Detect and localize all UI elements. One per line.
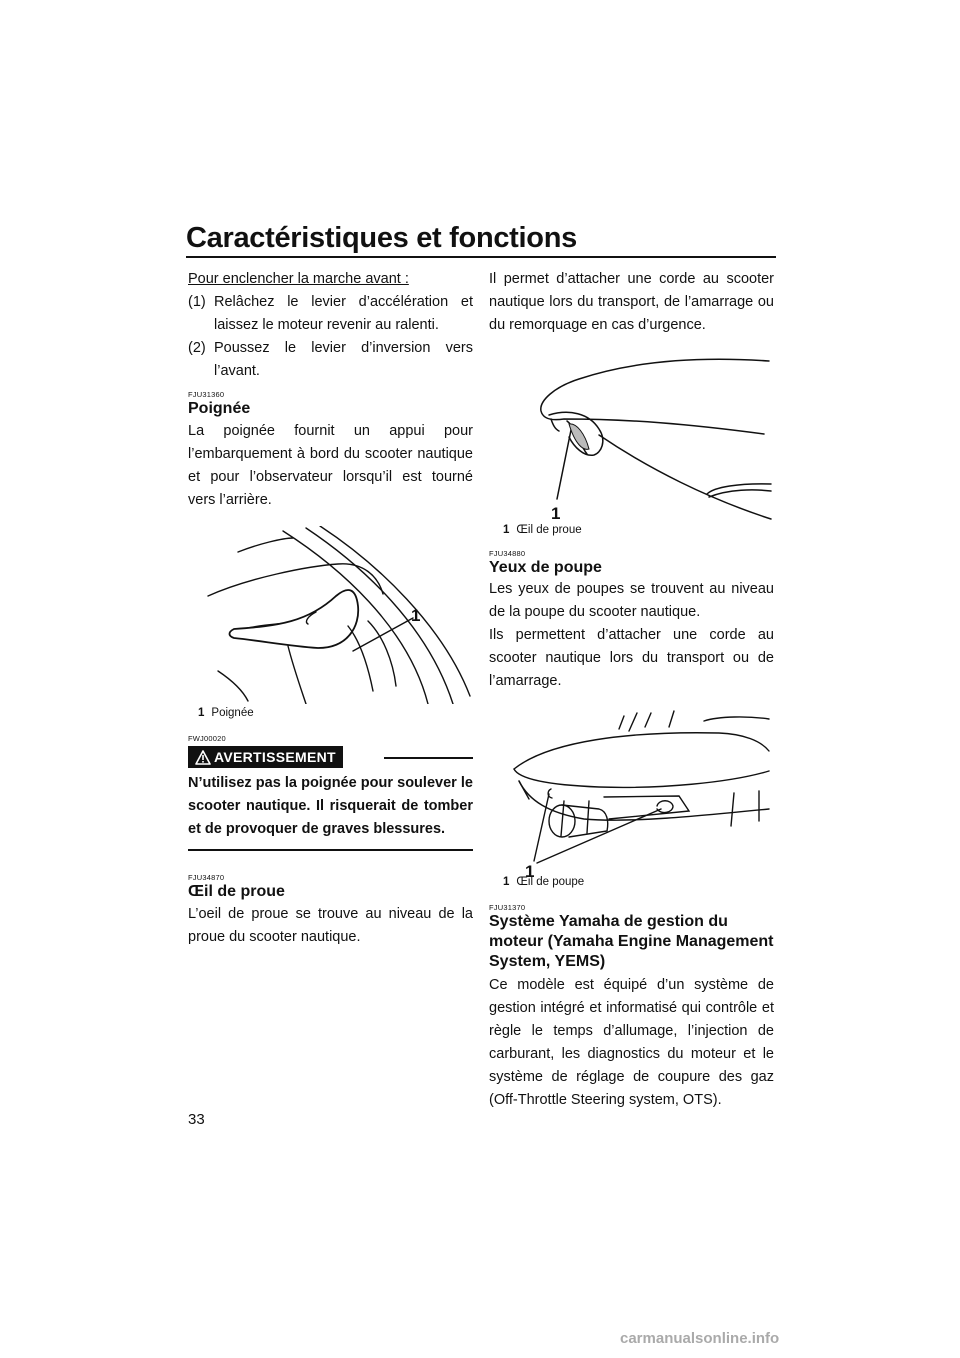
- bow-body: L’oeil de proue se trouve au niveau de la proue du scooter nautique.: [188, 906, 473, 945]
- watermark: carmanualsonline.info: [620, 1330, 780, 1347]
- forward-heading: Pour enclencher la marche avant :: [188, 271, 409, 287]
- stern-body-1: Les yeux de poupes se trouvent au niveau de la poupe du scooter nautique.: [489, 581, 774, 620]
- grip-illustration: [188, 526, 473, 704]
- title-rule: [186, 256, 776, 258]
- step-number: (1): [188, 294, 206, 310]
- warning-badge: [188, 746, 343, 768]
- bow-body-continued: Il permet d’attacher une corde au scooter nautique lors du transport, de l’amarrage ou du remorquage en cas d’urgence.: [489, 271, 774, 333]
- warning-triangle-icon: [195, 750, 211, 765]
- section-title-yems: Système Yamaha de gestion du moteur (Yamaha Engine Management System, YEMS): [489, 913, 774, 970]
- warning-code: FWJ00020: [188, 734, 226, 743]
- section-code: FJU31370: [489, 903, 526, 912]
- stern-eye-illustration: [489, 701, 774, 879]
- grip-body: La poignée fournit un appui pour l’embarquement à bord du scooter nautique et pour l’observateur lorsqu’il est tourné vers l’arrière.: [188, 423, 473, 508]
- section-code: FJU34870: [188, 873, 225, 882]
- left-column: [188, 268, 473, 949]
- step-number: (2): [188, 340, 206, 356]
- caption-number: 1: [198, 707, 205, 719]
- bow-callout-number: 1: [551, 504, 561, 523]
- yems-body: Ce modèle est équipé d’un système de gestion intégré et informatisé qui contrôle et règle le temps d’allumage, l’injection de carburant, les diagnostics du moteur et le système de réglage de coupure des gaz (Off-Throttle Steering system, OTS).: [489, 977, 774, 1108]
- caption-text: Poignée: [211, 707, 254, 719]
- stern-figure: [489, 701, 774, 879]
- grip-caption: [188, 706, 473, 720]
- caption-number: 1: [503, 524, 510, 536]
- step-1: [188, 291, 473, 337]
- section-title-grip: Poignée: [188, 400, 251, 417]
- right-column: [489, 268, 774, 1112]
- section-code: FJU34880: [489, 549, 526, 558]
- stern-body-2: Ils permettent d’attacher une corde au scooter nautique lors du transport ou de l’amarrage.: [489, 627, 774, 689]
- warning-header: [188, 744, 473, 772]
- bow-caption: [489, 523, 774, 537]
- grip-callout-number: 1: [411, 606, 421, 625]
- section-code: FJU31360: [188, 390, 225, 399]
- grip-figure: [188, 526, 473, 704]
- section-title-bow: Œil de proue: [188, 883, 285, 900]
- step-2: [188, 337, 473, 383]
- bow-figure: [489, 349, 774, 523]
- warning-label: AVERTISSEMENT: [214, 749, 336, 765]
- step-text: Poussez le levier d’inversion vers l’avant.: [214, 340, 473, 379]
- warning-rule: [384, 757, 473, 759]
- warning-text: N’utilisez pas la poignée pour soulever le scooter nautique. Il risquerait de tomber et de provoquer de graves blessures.: [188, 772, 473, 851]
- section-title-stern: Yeux de poupe: [489, 559, 602, 576]
- bow-eye-illustration: [489, 349, 774, 523]
- step-text: Relâchez le levier d’accélération et laissez le moteur revenir au ralenti.: [214, 294, 473, 333]
- caption-number: 1: [503, 876, 510, 888]
- stern-callout-number: 1: [525, 862, 535, 879]
- caption-text: Œil de proue: [516, 524, 582, 536]
- page-title: Caractéristiques et fonctions: [186, 222, 577, 254]
- page-number: 33: [188, 1111, 205, 1128]
- caption-text: Œil de poupe: [516, 876, 585, 888]
